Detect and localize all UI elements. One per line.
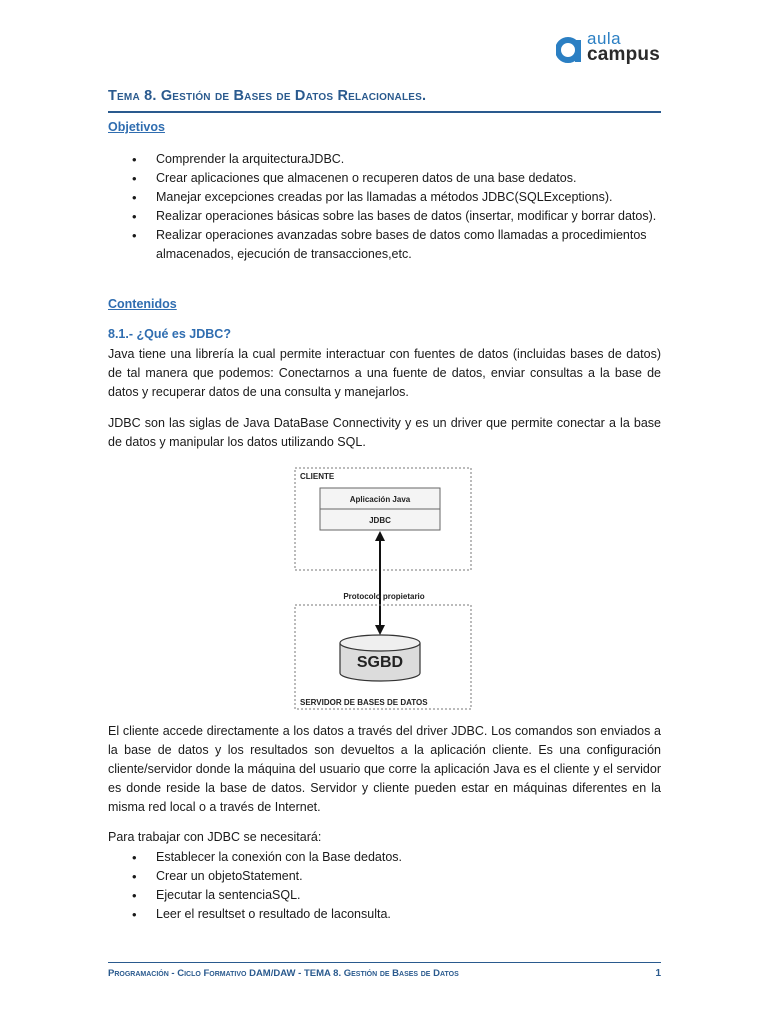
page-number: 1 [655,968,661,979]
steps-list [108,848,661,924]
bullet-icon: • [132,888,137,903]
paragraph-requirements: Para trabajar con JDBC se necesitará: [108,830,322,844]
aula-logo-icon [556,32,584,64]
list-item-text: Realizar operaciones avanzadas sobre bases de datos como llamadas a procedimientos almacenados, ejecución de transacciones,etc. [156,228,647,261]
list-item [108,848,661,867]
footer-text: Programación - Ciclo Formativo DAM/DAW - TEMA 8. Gestión de Bases de Datos [108,968,459,979]
paragraph-client-server: El cliente accede directamente a los datos a través del driver JDBC. Los comandos son enviados a la base de datos y los resultados son devueltos a la aplicación cliente. Es una configuración cliente/servidor donde la máquina del usuario que corre la aplicación Java es el cliente y el servidor es donde reside la base de datos. Servidor y cliente pueden estar en máquinas diferentes en la misma red local o a través de Internet. [108,724,661,814]
title-divider [108,111,661,113]
aulacampus-logo [556,28,666,68]
list-item-text: Crear un objetoStatement. [156,869,303,883]
list-item [108,150,661,169]
list-item-text: Establecer la conexión con la Base dedatos. [156,850,402,864]
client-label: CLIENTE [300,472,335,481]
list-item [108,905,661,924]
list-item [108,207,661,226]
paragraph-jdbc-definition: JDBC son las siglas de Java DataBase Connectivity y es un driver que permite conectar a la base de datos y manipular los datos utilizando SQL. [108,416,661,449]
logo-word-aula: aula [587,29,622,48]
list-item [108,169,661,188]
list-item [108,886,661,905]
arrow-head-up-icon [375,531,385,541]
footer-divider [108,962,661,963]
list-item-text: Crear aplicaciones que almacenen o recuperen datos de una base dedatos. [156,171,577,185]
jdbc-label: JDBC [369,516,391,525]
protocol-label: Protocolo propietario [343,592,425,601]
server-label: SERVIDOR DE BASES DE DATOS [300,698,428,707]
objetivos-heading: Objetivos [108,120,165,134]
list-item-text: Leer el resultset o resultado de laconsulta. [156,907,391,921]
list-item-text: Comprender la arquitecturaJDBC. [156,152,345,166]
document-title: Tema 8. Gestión de Bases de Datos Relacionales. [108,88,427,104]
bullet-icon: • [132,171,137,186]
arrow-head-down-icon [375,625,385,635]
list-item [108,867,661,886]
bullet-icon: • [132,850,137,865]
paragraph-intro: Java tiene una librería la cual permite interactuar con fuentes de datos (incluidas bases de datos) de tal manera que podemos: Conectarnos a una fuente de datos, enviar consultas a la base de datos y recuperar datos de una consulta y manejarlos. [108,347,661,399]
list-item-text: Ejecutar la sentenciaSQL. [156,888,301,902]
contenidos-heading: Contenidos [108,297,177,311]
jdbc-architecture-diagram [294,467,472,711]
java-app-label: Aplicación Java [349,495,411,504]
list-item-text: Realizar operaciones básicas sobre las bases de datos (insertar, modificar y borrar datos). [156,209,657,223]
list-item [108,188,661,207]
bullet-icon: • [132,209,137,224]
section-title: 8.1.- ¿Qué es JDBC? [108,327,231,341]
logo-word-campus: campus [587,44,661,65]
sgbd-label: SGBD [356,654,404,671]
bullet-icon: • [132,152,137,167]
bullet-icon: • [132,869,137,884]
bullet-icon: • [132,907,137,922]
bullet-icon: • [132,190,137,205]
bullet-icon: • [132,228,137,243]
objetivos-list [108,150,661,264]
list-item [108,226,661,264]
list-item-text: Manejar excepciones creadas por las llamadas a métodos JDBC(SQLExceptions). [156,190,613,204]
